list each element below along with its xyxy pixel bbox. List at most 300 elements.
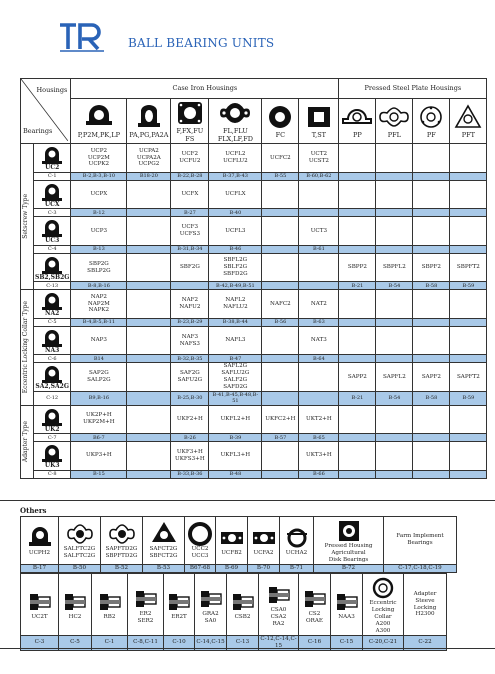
others-model: NAA3 — [338, 614, 355, 620]
insert-bearing-icon — [301, 585, 329, 611]
model-cell: UKFC2+H — [262, 405, 299, 434]
others-model: UC2T — [31, 614, 48, 620]
page-ref: B-57 — [262, 434, 299, 442]
page-ref — [376, 209, 413, 217]
page-ref: B-21 — [339, 282, 376, 290]
model-cell: SAPFT2 — [450, 363, 487, 392]
others-model: CSB2 — [234, 614, 251, 620]
model-cell: UK2P+H UKP2M+H — [71, 405, 127, 434]
column-header — [262, 99, 299, 144]
model-cell: SAF2G SAFU2G — [171, 363, 209, 392]
bearing-type — [35, 327, 69, 355]
page-ref — [127, 318, 171, 326]
page-ref — [127, 392, 171, 406]
model-cell — [127, 217, 171, 246]
model-cell — [299, 253, 339, 282]
corner-header — [21, 79, 71, 144]
catalog-ref: C-3 — [34, 209, 71, 217]
page-ref: C-15 — [331, 636, 363, 651]
reference-row — [21, 318, 487, 326]
model-cell: UCFLX — [209, 180, 262, 209]
column-header — [71, 99, 127, 144]
reference-row — [21, 392, 487, 406]
model-cell — [450, 290, 487, 319]
model-cell: NAF2 NAFU2 — [171, 290, 209, 319]
page-ref: C-10 — [164, 636, 195, 651]
page-ref — [339, 318, 376, 326]
bearing-row — [21, 405, 487, 434]
page-ref: B-32,B-35 — [171, 355, 209, 363]
others-cell — [299, 574, 331, 636]
model-cell: SAPFL2 — [376, 363, 413, 392]
page-ref: B-21 — [339, 392, 376, 406]
page-ref: B-41,B-45,B-48,B-51 — [209, 392, 262, 406]
catalog-ref: C-12 — [34, 392, 71, 406]
model-cell — [262, 253, 299, 282]
page-ref — [376, 318, 413, 326]
bearing-unit-icon — [39, 327, 65, 347]
others-cell — [314, 517, 384, 565]
page-ref: B-58 — [413, 392, 450, 406]
pressed-steel-header: Pressed Steel Plate Housings — [339, 79, 487, 99]
bearing-type — [35, 363, 69, 391]
bearing-unit-icon — [39, 363, 65, 383]
bearing-cell — [34, 405, 71, 434]
bearing-row — [21, 326, 487, 355]
column-label: PFL — [387, 131, 401, 140]
others-cell — [128, 574, 164, 636]
page-ref — [299, 392, 339, 406]
others-model: ER2T — [171, 614, 187, 620]
model-cell: NAP2 NAP2M NAPK2 — [71, 290, 127, 319]
page-ref — [376, 470, 413, 478]
page-ref — [339, 434, 376, 442]
others-model: Farm Implement Bearings — [396, 533, 444, 547]
pressed-triangle-flange-icon — [451, 103, 485, 131]
bracket-flange-icon — [250, 524, 278, 550]
page-ref — [450, 245, 487, 253]
model-cell: UCFX — [171, 180, 209, 209]
model-cell — [450, 442, 487, 471]
model-cell: SAP2G SALP2G — [71, 363, 127, 392]
column-label: F,FX,FU FS — [176, 127, 204, 144]
others-cell — [59, 517, 101, 565]
bearing-cell — [34, 217, 71, 246]
others-model: UCPH2 — [28, 549, 51, 556]
others-cell — [216, 517, 248, 565]
page-ref — [339, 172, 376, 180]
model-cell: UCT3 — [299, 217, 339, 246]
others-model: CS2 ORAE — [306, 610, 323, 624]
page-ref: B-40 — [209, 209, 262, 217]
reference-row — [21, 434, 487, 442]
bearing-row — [21, 442, 487, 471]
page-ref: B-64 — [299, 355, 339, 363]
model-cell: NAFC2 — [262, 290, 299, 319]
model-cell — [413, 144, 450, 173]
model-cell: UCFL2 UCFLU2 — [209, 144, 262, 173]
model-cell — [413, 180, 450, 209]
others-model: Pressed Housing Agricultural Disk Bearings — [324, 543, 373, 563]
others-cell — [227, 574, 259, 636]
others-cell — [21, 574, 59, 636]
column-header — [171, 99, 209, 144]
others-row — [21, 517, 457, 565]
column-label: FC — [275, 131, 286, 140]
model-cell: SAPP2 — [339, 363, 376, 392]
tapped-base-pillow-icon — [132, 103, 166, 131]
page-title: BALL BEARING UNITS — [128, 36, 275, 50]
model-cell — [339, 180, 376, 209]
page-ref: B-53 — [143, 564, 185, 572]
page-ref — [262, 209, 299, 217]
model-cell — [376, 290, 413, 319]
page-ref: B-12 — [71, 209, 127, 217]
catalog-table — [20, 78, 487, 479]
page-ref: B-52 — [101, 564, 143, 572]
page-ref: B-33,B-36 — [171, 470, 209, 478]
page-ref: C-20,C-21 — [363, 636, 404, 651]
page-ref — [450, 209, 487, 217]
group-label — [21, 290, 34, 405]
page-ref — [127, 434, 171, 442]
catalog-ref: C-13 — [34, 282, 71, 290]
page-ref: C-16 — [299, 636, 331, 651]
page-ref — [127, 282, 171, 290]
bearing-type — [35, 442, 69, 470]
model-cell: SBP2G SBLP2G — [71, 253, 127, 282]
bearing-row — [21, 180, 487, 209]
insert-bearing-icon — [96, 588, 124, 614]
others-model: RB2 — [103, 614, 116, 620]
page-ref — [299, 209, 339, 217]
page-ref — [262, 470, 299, 478]
page-ref — [413, 209, 450, 217]
bearing-cell — [34, 290, 71, 319]
bearing-name: NA3 — [45, 346, 60, 354]
page-ref: B-17 — [21, 564, 59, 572]
others-cell — [59, 574, 92, 636]
bearing-name: UK2 — [44, 425, 60, 433]
cast-iron-header: Case Iron Housings — [71, 79, 339, 99]
others-cell — [195, 574, 227, 636]
bearing-cell — [34, 180, 71, 209]
page-ref — [413, 434, 450, 442]
model-cell: UCP3 — [71, 217, 127, 246]
pressed-round-flange-icon — [414, 103, 448, 131]
model-cell — [262, 363, 299, 392]
others-model: UCFA2 — [253, 549, 274, 556]
others-cell — [21, 517, 59, 565]
others-table-1 — [20, 516, 457, 573]
model-cell — [450, 144, 487, 173]
column-header — [209, 99, 262, 144]
others-cell — [101, 517, 143, 565]
model-cell — [376, 144, 413, 173]
bearing-name: UCX — [44, 200, 60, 208]
model-cell — [413, 290, 450, 319]
page-ref: B-8,B-16 — [71, 282, 127, 290]
insert-bearing-icon — [333, 588, 361, 614]
model-cell — [262, 326, 299, 355]
bearing-type — [35, 254, 69, 282]
page-ref: B-48 — [209, 470, 262, 478]
model-cell: UCFL3 — [209, 217, 262, 246]
page-ref: B14 — [71, 355, 127, 363]
company-logo — [58, 22, 106, 52]
page-ref: B-65 — [299, 434, 339, 442]
cartridge-icon — [186, 520, 214, 546]
model-cell: SBPP2 — [339, 253, 376, 282]
model-cell — [413, 326, 450, 355]
page-ref — [376, 245, 413, 253]
page-ref: B-54 — [376, 392, 413, 406]
catalog-ref: C-5 — [34, 318, 71, 326]
page-ref: B-2,B-3,B-10 — [71, 172, 127, 180]
model-cell: SBPFL2 — [376, 253, 413, 282]
others-model: UCHA2 — [285, 549, 308, 556]
bearing-type — [35, 181, 69, 209]
insert-bearing-icon — [26, 588, 54, 614]
page-ref — [413, 355, 450, 363]
page-ref: B-66 — [299, 470, 339, 478]
bearing-type — [35, 144, 69, 172]
others-cell — [363, 574, 404, 636]
others-cell — [384, 517, 457, 565]
page-ref: C-8,C-11 — [128, 636, 164, 651]
model-cell — [262, 217, 299, 246]
page-ref — [127, 245, 171, 253]
model-cell — [450, 180, 487, 209]
page-ref — [339, 209, 376, 217]
page-ref — [413, 245, 450, 253]
page-ref: B-61 — [299, 245, 339, 253]
page-ref: B-47 — [209, 355, 262, 363]
others-cell — [404, 574, 447, 636]
disk-housing-icon — [335, 517, 363, 543]
pillow-block-icon — [26, 524, 54, 550]
page-ref: B-13 — [71, 245, 127, 253]
reference-row — [21, 282, 487, 290]
insert-bearing-icon — [165, 588, 193, 614]
model-cell: NAFL3 — [209, 326, 262, 355]
page-ref: B-55 — [262, 172, 299, 180]
model-cell: NAT3 — [299, 326, 339, 355]
model-cell — [262, 180, 299, 209]
reference-row — [21, 172, 487, 180]
bearing-type — [35, 217, 69, 245]
model-cell: UCP2 UCP2M UCPK2 — [71, 144, 127, 173]
column-header — [299, 99, 339, 144]
page-ref — [339, 355, 376, 363]
page-ref: B-38,B-44 — [209, 318, 262, 326]
bearing-name: UC3 — [45, 237, 60, 245]
page-ref — [262, 245, 299, 253]
insert-bearing-icon — [229, 588, 257, 614]
column-header — [376, 99, 413, 144]
page-ref: B-56 — [262, 318, 299, 326]
others-cell — [185, 517, 216, 565]
page-ref: B-25,B-30 — [171, 392, 209, 406]
bearing-cell — [34, 144, 71, 173]
cartridge-flange-icon — [263, 103, 297, 131]
column-header — [339, 99, 376, 144]
model-cell: NAT2 — [299, 290, 339, 319]
others-model: UCC2 UCC3 — [191, 546, 209, 560]
page-ref: C-22 — [404, 636, 447, 651]
others-cell — [92, 574, 128, 636]
bearing-unit-icon — [39, 442, 65, 462]
page-ref: B-69 — [216, 564, 248, 572]
page-ref: B-27 — [171, 209, 209, 217]
others-model: SAFCT2G SBFCT2G — [149, 546, 178, 560]
page-ref — [262, 392, 299, 406]
page-ref: B-15 — [71, 470, 127, 478]
two-bolt-flange-icon — [218, 99, 252, 127]
bearing-name: UC2 — [45, 164, 60, 172]
four-bolt-flange-icon — [173, 99, 207, 127]
bearing-cell — [34, 442, 71, 471]
model-cell: UKFL2+H — [209, 405, 262, 434]
page-ref — [262, 282, 299, 290]
model-cell — [339, 217, 376, 246]
model-cell: UKF3+H UKFS3+H — [171, 442, 209, 471]
page-ref: B-26 — [171, 434, 209, 442]
pressed-pillow-icon — [340, 103, 374, 131]
model-cell — [339, 405, 376, 434]
page-ref — [450, 434, 487, 442]
model-cell — [450, 326, 487, 355]
page-ref: B-58 — [413, 282, 450, 290]
bearing-cell — [34, 326, 71, 355]
page-ref — [339, 245, 376, 253]
bearings-label: Bearings — [23, 127, 53, 136]
others-model: UCFB2 — [221, 549, 242, 556]
model-cell — [127, 253, 171, 282]
bearing-name: SA2,SA2G — [35, 383, 69, 391]
page-ref: B-39 — [209, 434, 262, 442]
page-ref — [376, 172, 413, 180]
others-cell — [164, 574, 195, 636]
model-cell — [127, 405, 171, 434]
column-header — [413, 99, 450, 144]
model-cell: UKT3+H — [299, 442, 339, 471]
others-model: HC2 — [68, 614, 82, 620]
others-model: GRA2 SA0 — [202, 610, 219, 624]
others-model: Eccentric Locking Collar A200 A300 — [369, 600, 397, 634]
model-cell — [127, 363, 171, 392]
page-ref: B-50 — [59, 564, 101, 572]
others-cell — [331, 574, 363, 636]
column-label: P,P2M,PK,LP — [77, 131, 121, 140]
page-ref — [127, 209, 171, 217]
page-ref — [376, 355, 413, 363]
catalog-ref: C-7 — [34, 434, 71, 442]
bearing-type — [35, 290, 69, 318]
column-label: PF — [426, 131, 436, 140]
page-ref — [376, 434, 413, 442]
bottom-divider — [0, 648, 495, 649]
bearing-cell — [34, 253, 71, 282]
model-cell: SBFL2G SBLF2G SBFD2G — [209, 253, 262, 282]
hanger-icon — [283, 524, 311, 550]
bearing-row — [21, 253, 487, 282]
page-ref: B-4,B-5,B-11 — [71, 318, 127, 326]
bearing-name: NA2 — [45, 310, 60, 318]
model-cell — [413, 405, 450, 434]
page-ref — [262, 355, 299, 363]
others-cell — [280, 517, 314, 565]
others-model: ER2 SER2 — [137, 610, 154, 624]
divider — [0, 500, 495, 501]
insert-bearing-icon — [265, 581, 293, 607]
page-ref: B-23,B-29 — [171, 318, 209, 326]
take-up-icon — [302, 103, 336, 131]
bearing-unit-icon — [39, 181, 65, 201]
group-text: Eccentric Locking Collar Type — [22, 301, 29, 394]
page-ref: B18-20 — [127, 172, 171, 180]
page-ref: C-12,C-14,C-15 — [260, 636, 297, 649]
reference-row — [21, 209, 487, 217]
page-ref — [171, 282, 209, 290]
model-cell — [339, 442, 376, 471]
model-cell — [339, 326, 376, 355]
model-cell — [339, 144, 376, 173]
pillow-block-icon — [82, 103, 116, 131]
bearing-unit-icon — [39, 406, 65, 426]
reference-row — [21, 355, 487, 363]
bearing-row — [21, 217, 487, 246]
model-cell: UKT2+H — [299, 405, 339, 434]
model-cell — [339, 290, 376, 319]
page-ref: B9,B-16 — [71, 392, 127, 406]
model-cell — [376, 442, 413, 471]
insert-bearing-icon — [197, 585, 225, 611]
page-ref — [339, 470, 376, 478]
bearing-unit-icon — [39, 144, 65, 164]
bearing-name: UK3 — [44, 462, 60, 470]
model-cell — [127, 180, 171, 209]
column-label: PP — [353, 131, 362, 140]
bracket-flange-icon — [218, 524, 246, 550]
column-label: FL,FLU FLX,LF,FD — [217, 127, 253, 144]
page-ref: C-5 — [59, 636, 92, 651]
page-ref: B-42,B-49,B-51 — [209, 282, 262, 290]
bearing-type — [35, 406, 69, 434]
model-cell: UKP3+H — [71, 442, 127, 471]
insert-bearing-icon — [132, 585, 160, 611]
catalog-ref: C-1 — [34, 172, 71, 180]
model-cell: SBPF2 — [413, 253, 450, 282]
three-bolt-flange-icon — [150, 520, 178, 546]
others-cell — [143, 517, 185, 565]
others-model: Adapter Steeve Locking H2300 — [413, 590, 437, 618]
model-cell: SBPFT2 — [450, 253, 487, 282]
page-ref: B6-7 — [71, 434, 127, 442]
page-ref — [413, 470, 450, 478]
model-cell — [299, 363, 339, 392]
column-header — [127, 99, 171, 144]
model-cell: UCF2 UCFU2 — [171, 144, 209, 173]
bearing-unit-icon — [39, 254, 65, 274]
model-cell — [127, 442, 171, 471]
page-ref: C-3 — [21, 636, 59, 651]
page-ref — [413, 172, 450, 180]
page-ref — [127, 470, 171, 478]
model-cell: UKF2+H — [171, 405, 209, 434]
model-cell: SAFL2G SAFLU2G SALF2G SAFD2G — [209, 363, 262, 392]
model-cell — [413, 217, 450, 246]
